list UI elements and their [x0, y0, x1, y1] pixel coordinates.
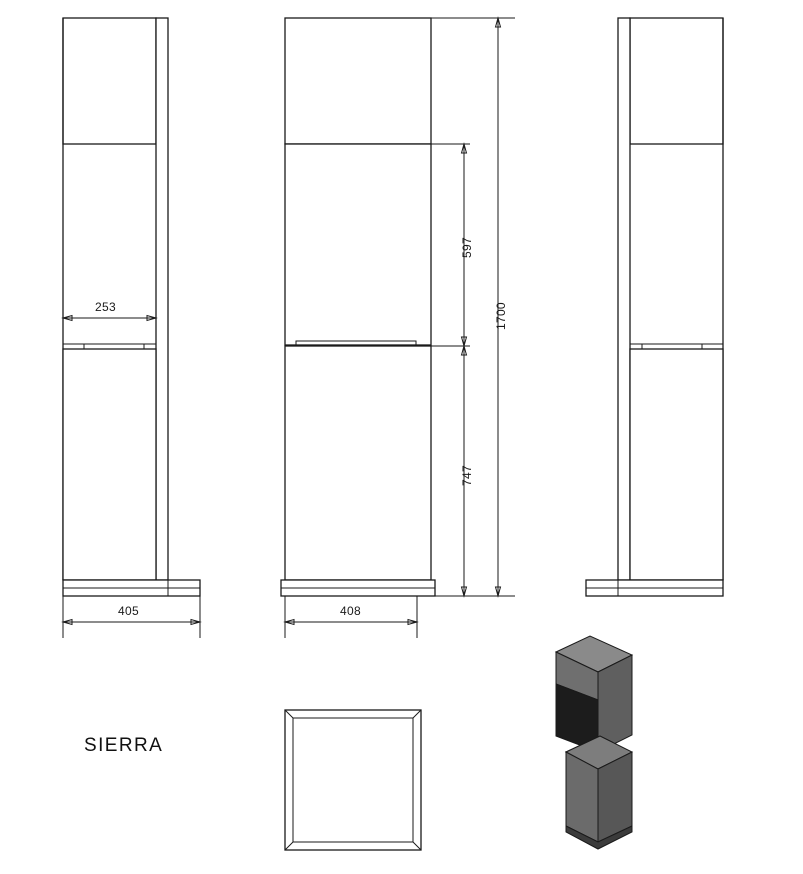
- dimension-label-405: 405: [118, 604, 139, 618]
- product-name-label: SIERRA: [84, 735, 164, 756]
- dimension-label-408: 408: [340, 604, 361, 618]
- dimension-label-253: 253: [95, 300, 116, 314]
- view-top-plan: [285, 710, 421, 850]
- view-right-side-elevation: [586, 18, 723, 596]
- dimension-label-597: 597: [460, 237, 474, 258]
- view-front-elevation: [281, 18, 435, 596]
- view-isometric-3d: [556, 636, 632, 849]
- dimension-label-747: 747: [460, 465, 474, 486]
- dimension-label-1700: 1700: [494, 302, 508, 330]
- view-left-side-elevation: [63, 18, 200, 596]
